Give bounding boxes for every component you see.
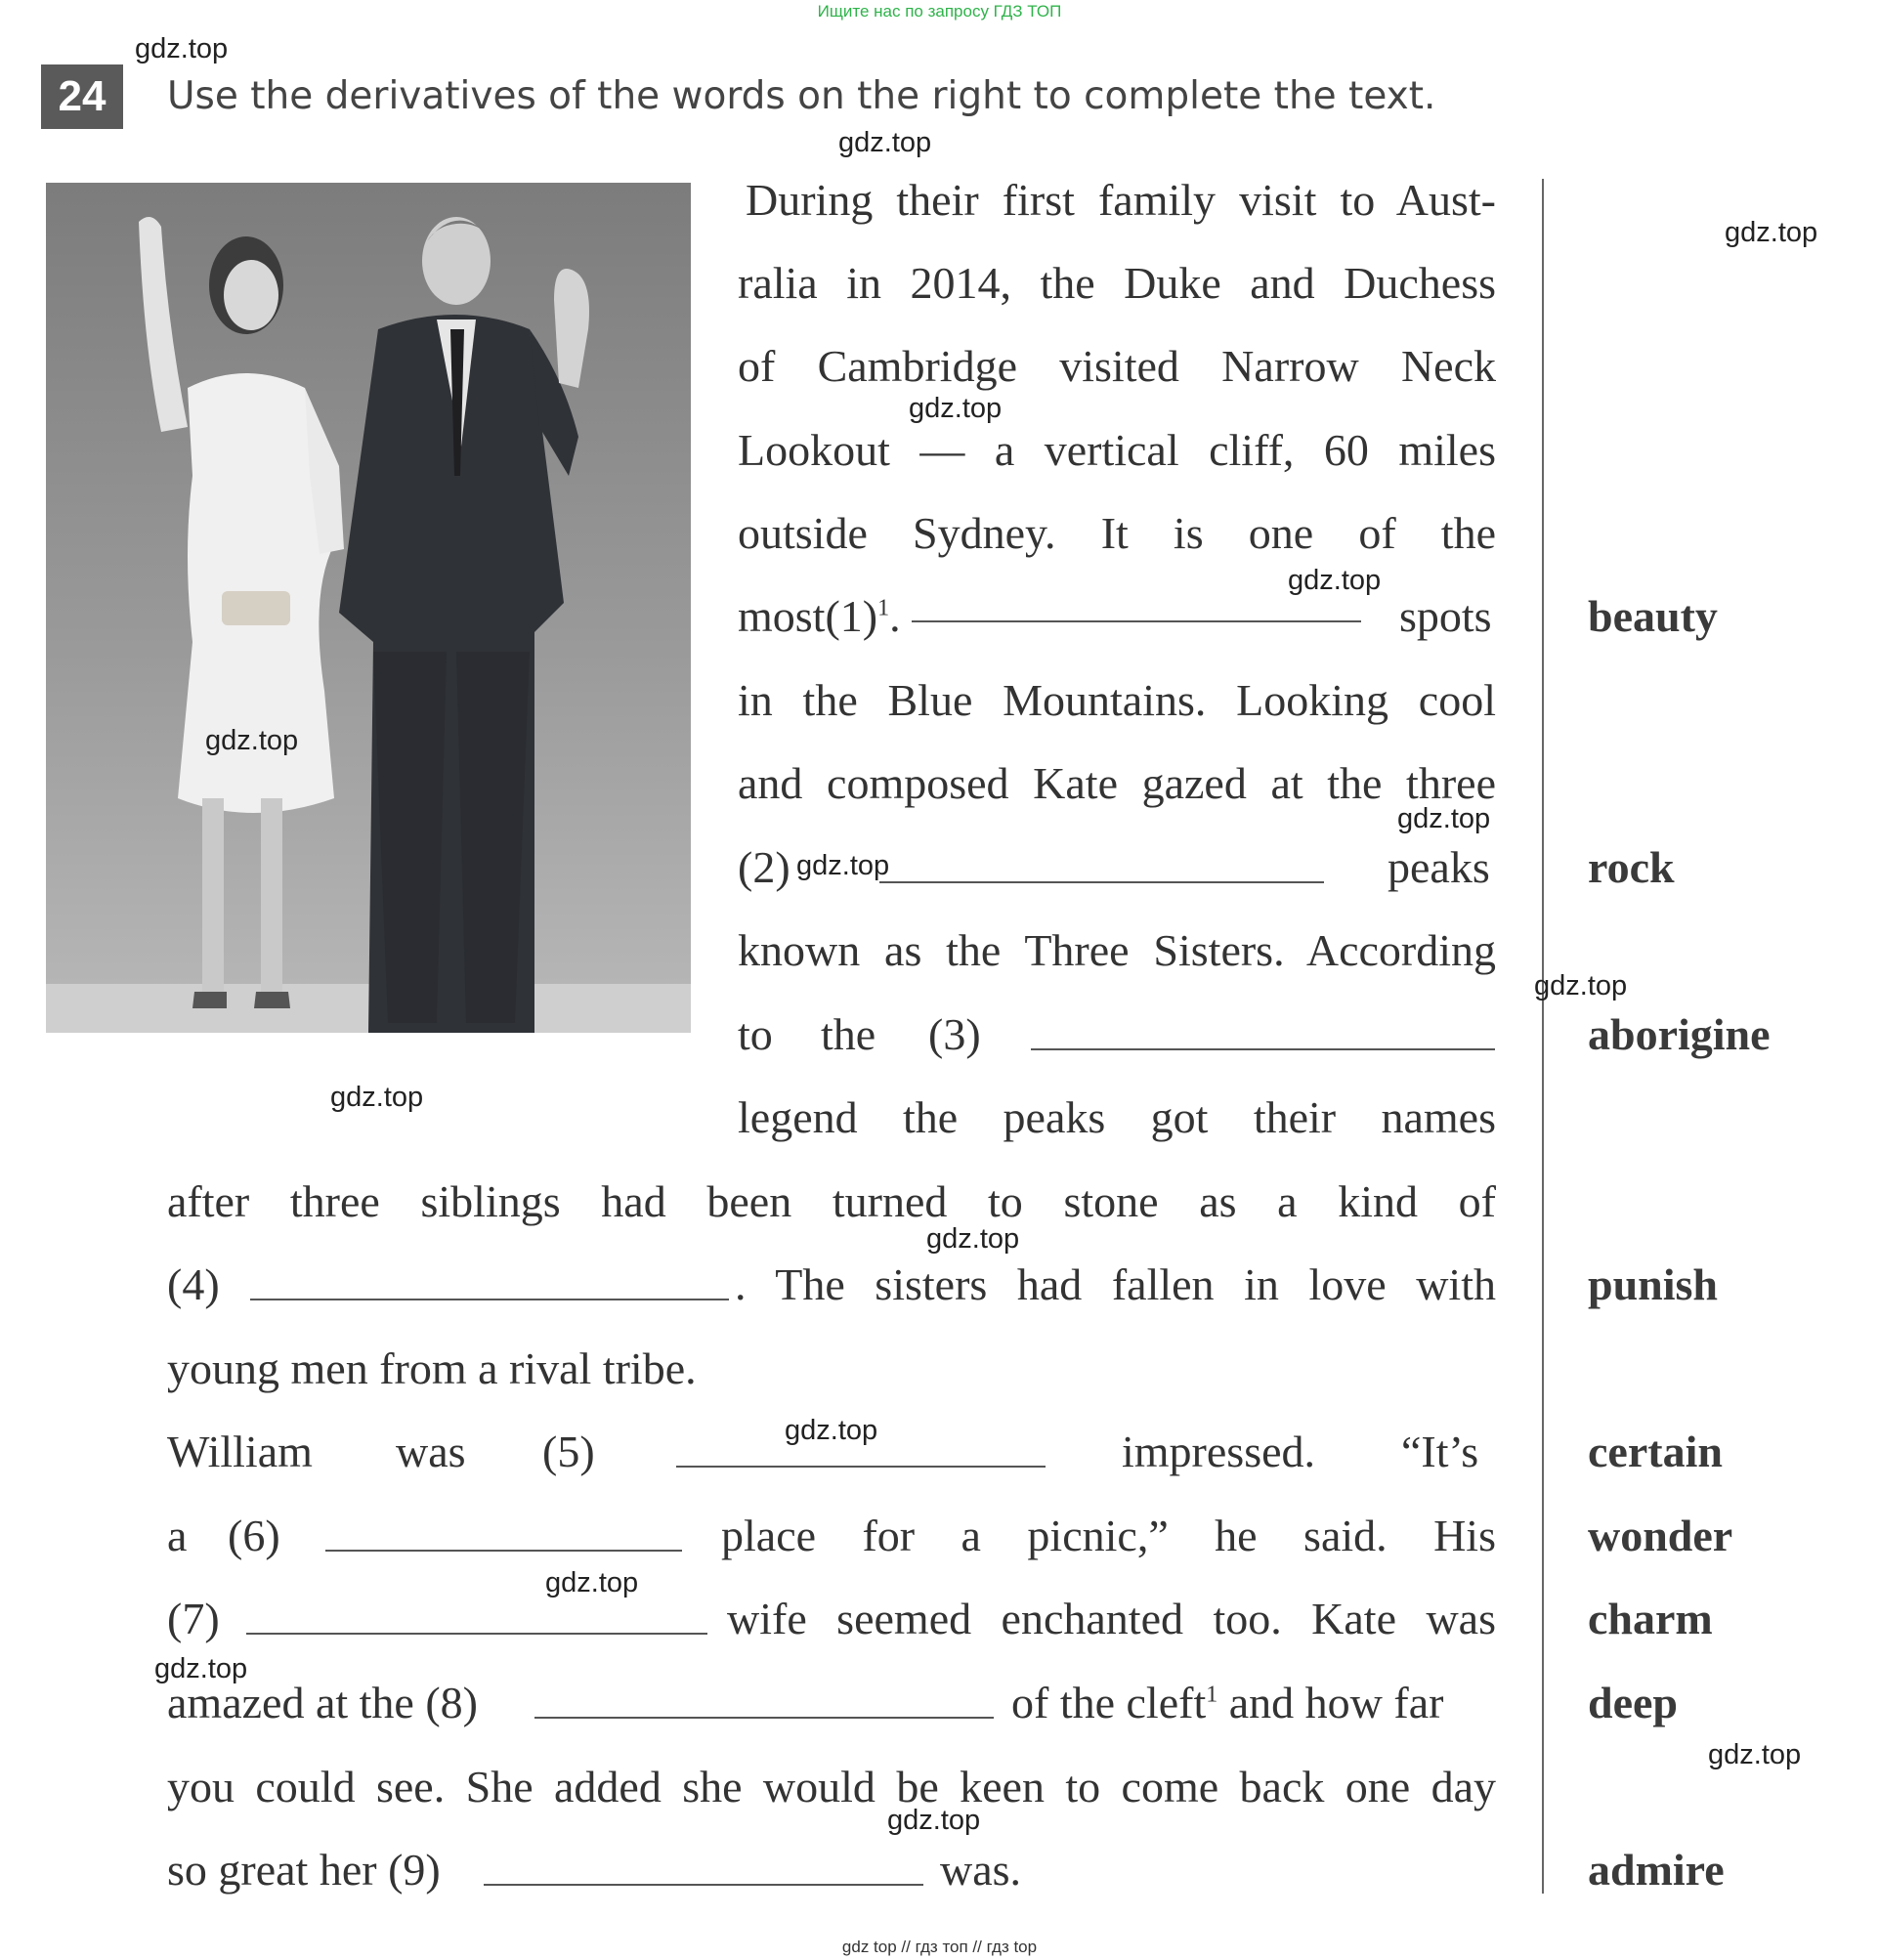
text-fragment: wife seemed enchanted too. Kate was — [727, 1594, 1496, 1643]
text-fragment: amazed at the (8) — [167, 1678, 478, 1727]
text-line: ralia in 2014, the Duke and Duchess — [738, 258, 1496, 308]
text-fragment: place for a picnic,” he said. His — [721, 1511, 1496, 1560]
text-fragment: the — [821, 1009, 876, 1059]
exercise-number: 24 — [41, 64, 123, 129]
text-fragment: (3) — [928, 1009, 981, 1059]
text-fragment: William — [167, 1427, 313, 1476]
answer-gap-8[interactable] — [534, 1716, 994, 1719]
watermark: gdz.top — [135, 33, 229, 64]
answer-gap-6[interactable] — [325, 1549, 682, 1552]
watermark: gdz.top — [887, 1805, 981, 1836]
word-beauty: beauty — [1588, 591, 1718, 641]
text-line: outside Sydney. It is one of the — [738, 508, 1496, 558]
text-line: During their first family visit to Aust- — [746, 175, 1496, 225]
text-fragment: was — [396, 1427, 466, 1476]
exercise-instruction: Use the derivatives of the words on the right to complete the text. — [167, 74, 1436, 118]
word-certain: certain — [1588, 1427, 1723, 1476]
answer-gap-2[interactable] — [879, 880, 1324, 883]
footer-note: gdz top // гдз топ // гдз top — [841, 1938, 1038, 1956]
watermark: gdz.top — [909, 393, 1003, 424]
text-line: known as the Three Sisters. According — [738, 925, 1496, 975]
text-fragment: of the cleft$^1$ and how far — [1011, 1678, 1444, 1727]
watermark: gdz.top — [1534, 970, 1628, 1001]
text-line: and composed Kate gazed at the three — [738, 758, 1496, 808]
text-fragment: (2) — [738, 842, 790, 892]
text-fragment: a — [167, 1511, 188, 1560]
text-fragment: was. — [940, 1845, 1022, 1895]
text-line: Lookout — a vertical cliff, 60 miles — [738, 425, 1496, 475]
answer-gap-5[interactable] — [676, 1465, 1046, 1468]
text-line: after three siblings had been turned to stone as a kind of — [167, 1176, 1496, 1226]
text-fragment: so great her (9) — [167, 1845, 441, 1895]
word-aborigine: aborigine — [1588, 1009, 1771, 1059]
answer-gap-4[interactable] — [250, 1298, 729, 1300]
text-fragment: to — [738, 1009, 773, 1059]
text-fragment: (5) — [542, 1427, 595, 1476]
answer-gap-9[interactable] — [484, 1883, 923, 1886]
photo-duke-duchess — [46, 183, 691, 1033]
word-wonder: wonder — [1588, 1511, 1733, 1560]
text-line: young men from a rival tribe. — [167, 1343, 697, 1393]
column-divider — [1542, 179, 1544, 1894]
watermark: gdz.top — [785, 1415, 878, 1446]
word-admire: admire — [1588, 1845, 1725, 1895]
word-deep: deep — [1588, 1678, 1678, 1727]
text-fragment: impressed. — [1122, 1427, 1316, 1476]
word-punish: punish — [1588, 1259, 1719, 1309]
text-line: legend the peaks got their names — [738, 1092, 1496, 1142]
watermark: gdz.top — [838, 127, 932, 158]
watermark: gdz.top — [1725, 217, 1818, 248]
text-line: of Cambridge visited Narrow Neck — [738, 341, 1496, 391]
watermark: gdz.top — [1397, 803, 1491, 834]
text-fragment: (4) — [167, 1259, 220, 1309]
text-line: in the Blue Mountains. Looking cool — [738, 675, 1496, 725]
watermark: gdz.top — [796, 850, 890, 881]
watermark: gdz.top — [926, 1223, 1020, 1255]
watermark: gdz.top — [205, 725, 299, 756]
text-line: you could see. She added she would be keen to come back one day — [167, 1762, 1496, 1811]
watermark: gdz.top — [1288, 565, 1382, 596]
watermark: gdz.top — [1708, 1739, 1802, 1770]
text-fragment: spots — [1399, 591, 1492, 641]
watermark: gdz.top — [330, 1082, 424, 1113]
watermark: gdz.top — [154, 1653, 248, 1684]
word-charm: charm — [1588, 1594, 1713, 1643]
answer-gap-3[interactable] — [1031, 1047, 1495, 1050]
text-fragment: (7) — [167, 1594, 220, 1643]
answer-gap-7[interactable] — [246, 1632, 707, 1635]
text-fragment: peaks — [1388, 842, 1490, 892]
answer-gap-1[interactable] — [912, 619, 1361, 622]
word-rock: rock — [1588, 842, 1675, 892]
watermark: gdz.top — [545, 1567, 639, 1598]
text-fragment: (6) — [228, 1511, 280, 1560]
text-line-with-gap: $most(1)^1$. — [738, 590, 1361, 642]
text-fragment: . The sisters had fallen in love with — [735, 1259, 1496, 1309]
header-note: Ищите нас по запросу ГДЗ ТОП — [817, 2, 1062, 21]
text-fragment: “It’s — [1401, 1427, 1479, 1476]
